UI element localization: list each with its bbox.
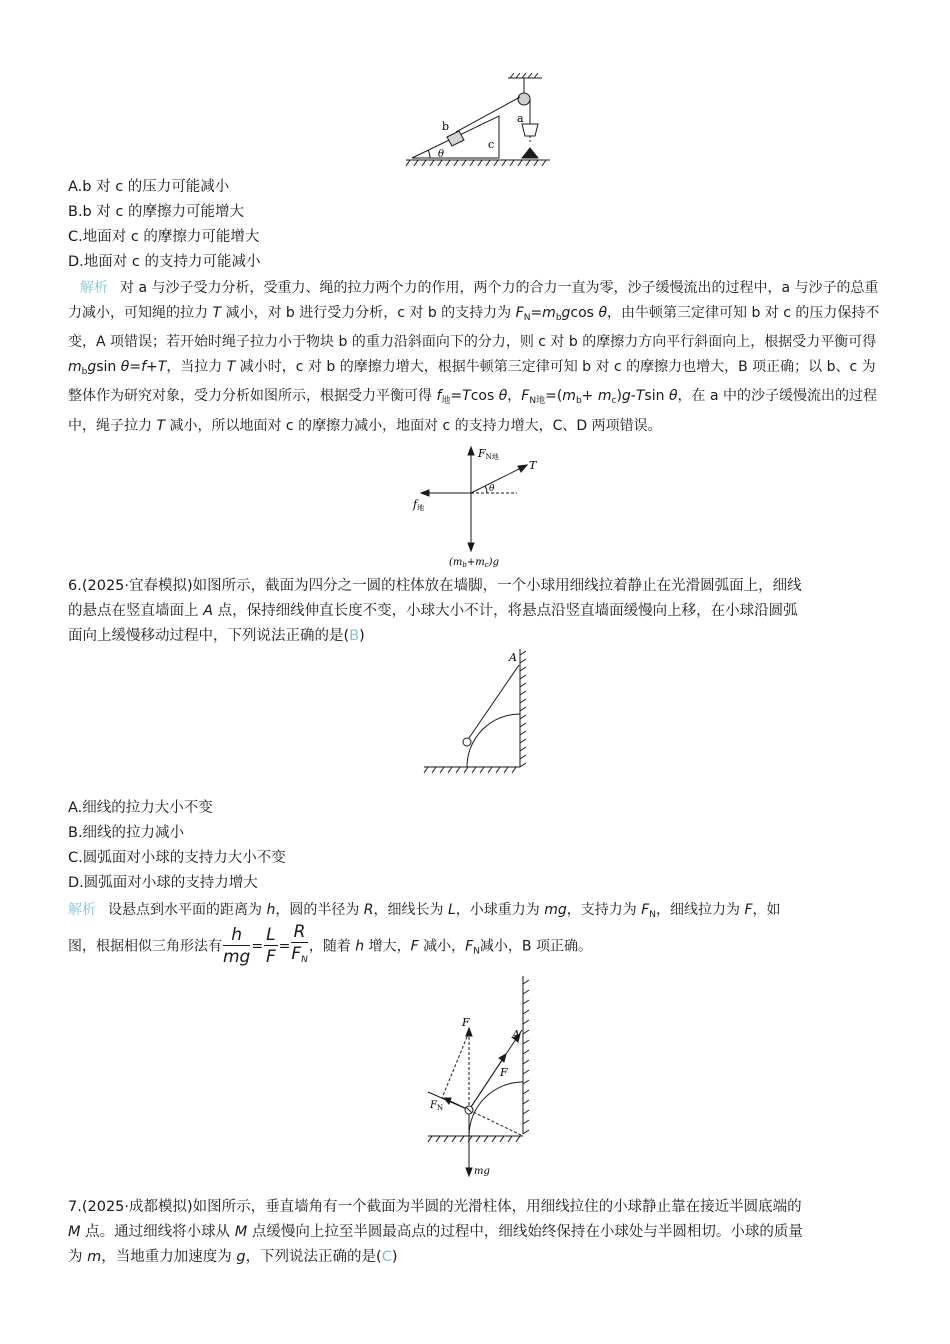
q5-option-d: D.地面对 c 的支持力可能减小	[68, 254, 261, 270]
svg-text:FN: $F_N$	[430, 1100, 444, 1112]
fig2-f: f	[413, 498, 418, 511]
q6-stem-line2: 的悬点在竖直墙面上 A 点，保持细线伸直长度不变，小球大小不计，将悬点沿竖直墙面缓慢向上移，在小球沿圆弧	[68, 603, 798, 619]
q5-option-c: C.地面对 c 的摩擦力可能增大	[68, 229, 260, 245]
q5-option-b: B.b 对 c 的摩擦力可能增大	[68, 204, 245, 220]
label-a: a	[517, 112, 524, 125]
q7-stem-line2: M 点。通过细线将小球从 M 点缓慢向上拉至半圆最高点的过程中，细线始终保持在小球处与半圆相切。小球的质量	[68, 1224, 803, 1240]
label-c: c	[488, 138, 495, 151]
q6-stem-line1: 6.(2025·宜春模拟)如图所示，截面为四分之一圆的柱体放在墙脚，一个小球用细线拉着静止在光滑圆弧面上，细线	[68, 578, 802, 594]
q5-option-a: A.b 对 c 的压力可能减小	[68, 179, 230, 195]
svg-text:FN地	[477, 447, 499, 461]
q6-option-a: A.细线的拉力大小不变	[68, 800, 213, 816]
svg-text:f地	[412, 498, 424, 512]
force-diagram-bc	[405, 443, 555, 571]
similar-triangle-figure	[420, 972, 538, 1180]
q6-stem-line3: 面向上缓慢移动过程中，下列说法正确的是(B)	[68, 628, 365, 644]
q6-fig2-f-top: F	[462, 1016, 470, 1029]
q6-fig2-fn: F	[430, 1100, 437, 1111]
label-theta: θ	[438, 149, 445, 160]
q6-answer: B	[349, 628, 360, 644]
q6-fig2-a: A	[512, 1028, 520, 1041]
q6-explanation: 解析 设悬点到水平面的距离为 h，圆的半径为 R，细线长为 L，小球重力为 mg，支持力为 $F_N$，细线拉力为 F，如	[68, 902, 781, 920]
q6-explanation-formula: 图，根据相似三角形法有 $\frac{h}{mg}$ = $\frac{L}{F}$ = $\frac{R}{F_N}$ ，随着 h 增大，F 减小，$F_N$减小，B 项正确。	[68, 922, 592, 967]
fig2-fn-sub: N地	[485, 453, 499, 461]
q6-option-b: B.细线的拉力减小	[68, 825, 185, 841]
fig2-t: T	[529, 459, 537, 472]
q7-stem-line1: 7.(2025·成都模拟)如图所示，垂直墙角有一个截面为半圆的光滑柱体，用细线拉住的小球静止靠在接近半圆底端的	[68, 1199, 802, 1215]
q7-answer: C	[381, 1249, 392, 1265]
incline-pulley-figure	[400, 72, 560, 172]
q7-stem-line3: 为 m，当地重力加速度为 g，下列说法正确的是(C)	[68, 1249, 398, 1265]
quarter-circle-figure	[420, 645, 535, 780]
q6-fig2-f: F	[500, 1066, 508, 1079]
svg-text:(mb+mc)g: $(m_b+m_c)g$	[449, 557, 499, 569]
q6-fig2-mg: mg	[474, 1166, 490, 1177]
fig2-theta: θ	[489, 484, 495, 494]
fig2-fn: F	[478, 447, 486, 460]
fig2-f-sub: 地	[417, 504, 425, 512]
q6-fig1-a: A	[509, 651, 517, 664]
q5-explanation: 解析 对 a 与沙子受力分析，受重力、绳的拉力两个力的作用，两个力的合力一直为零，沙子缓慢流出的过程中，a 与沙子的总重力减小，可知绳的拉力 T 减小，对 b 进行受力分析，c 对 b 的支持力为 $F_N=m_bgcos$ θ，由牛顿第三定律可知 b 对 c 的压力保持不变，A 项错误；若开始时绳子拉力小于物块 b 的重力沿斜面向下的分力，则 c 对 b 的摩擦力方向平行斜面向上，根据受力平衡可得 $m_bgsin$ θ=f+T，当拉力 T 减小时，c 对 b 的摩擦力增大，根据牛顿第三定律可知 b 对 c 的摩擦力也增大，B 项正确；以 b、c 为整体作为研究对象，受力分析如图所示，根据受力平衡可得 $f_地=Tcos$ θ，$F_{N地}=(m_b+ m_c)g-Tsin$ θ，在 a 中的沙子缓慢流出的过程中，绳子拉力 T 减小，所以地面对 c 的摩擦力减小，地面对 c 的支持力增大，C、D 两项错误。	[68, 280, 880, 434]
q6-option-c: C.圆弧面对小球的支持力大小不变	[68, 850, 286, 866]
q6-option-d: D.圆弧面对小球的支持力增大	[68, 875, 258, 891]
label-b: b	[442, 120, 450, 133]
